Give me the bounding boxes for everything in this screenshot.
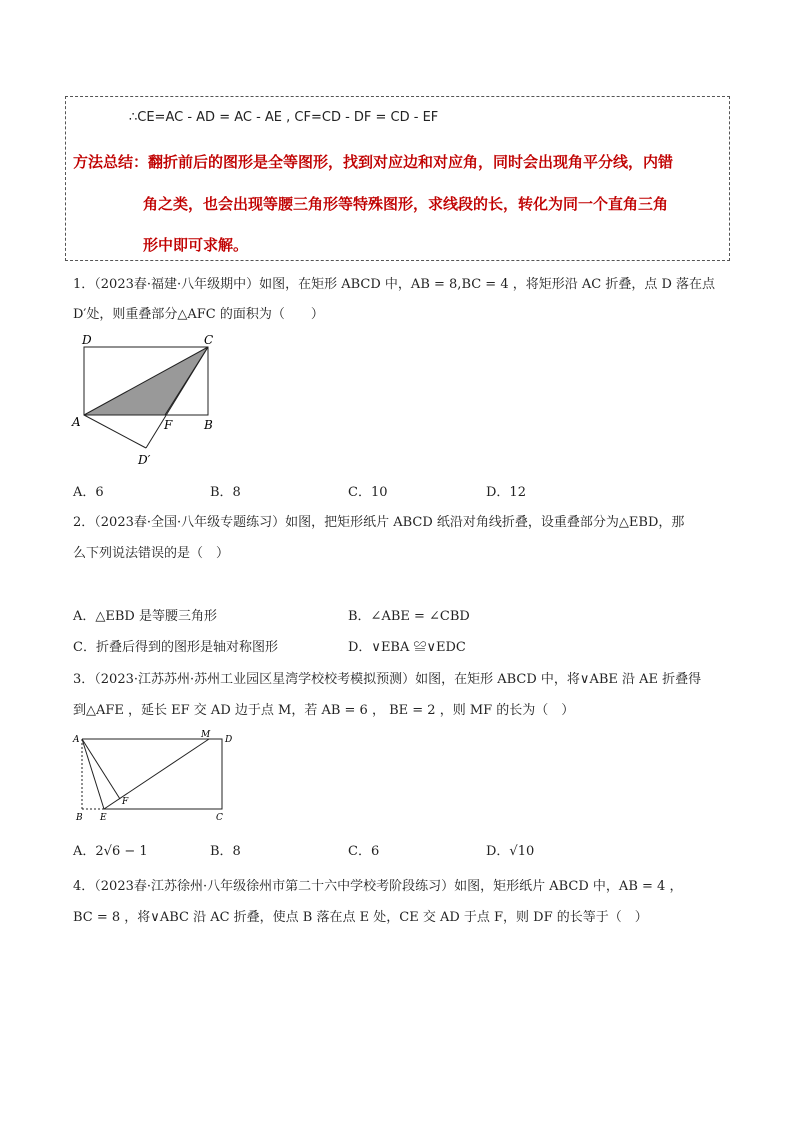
q1-figure xyxy=(68,330,228,470)
summary-line-1: 方法总结：翻折前后的图形是全等图形，找到对应边和对应角，同时会出现角平分线，内错 xyxy=(73,153,674,171)
q1-option-d[interactable]: D．12 xyxy=(486,485,526,500)
q1-label-b: B xyxy=(204,418,213,432)
q3-label-b: B xyxy=(76,813,83,823)
q1-fold-line-ad xyxy=(84,415,146,448)
q3-label-f: F xyxy=(122,797,129,807)
q1-label-a: A xyxy=(72,415,81,429)
q2-option-a[interactable]: A．△EBD 是等腰三角形 xyxy=(73,609,217,624)
summary-formula: ∴CE=AC - AD = AC - AE , CF=CD - DF = CD - EF xyxy=(129,110,439,125)
q2-text-line-2: 么下列说法错误的是（ ） xyxy=(73,546,230,561)
q1-label-d: D xyxy=(82,333,92,347)
q3-label-a: A xyxy=(73,735,80,745)
q1-text-line-2: D′处，则重叠部分△AFC 的面积为（ ） xyxy=(73,307,324,322)
q3-label-c: C xyxy=(216,813,223,823)
q3-line-em xyxy=(104,739,209,809)
q3-line-ae xyxy=(82,739,104,809)
q3-label-e: E xyxy=(100,813,107,823)
q1-shaded-triangle xyxy=(84,347,208,415)
q3-option-b[interactable]: B．8 xyxy=(210,844,241,859)
q1-label-c: C xyxy=(204,333,214,347)
q3-line-af xyxy=(82,739,120,799)
q3-option-a[interactable]: A．2√6 − 1 xyxy=(73,844,148,859)
q4-text-line-1: 4．（2023春·江苏徐州·八年级徐州市第二十六中学校考阶段练习）如图，矩形纸片 ABCD 中，AB = 4 ， xyxy=(73,879,683,894)
q1-label-d-prime: D′ xyxy=(138,453,151,467)
q3-text-line-2: 到△AFE ，延长 EF 交 AD 边于点 M，若 AB = 6 ， BE = 2 ，则 MF 的长为（ ） xyxy=(73,703,575,718)
q3-label-d: D xyxy=(225,735,233,745)
q2-option-d[interactable]: D．∨EBA ≌∨EDC xyxy=(348,640,466,655)
summary-line-2: 角之类，也会出现等腰三角形等特殊图形，求线段的长，转化为同一个直角三角 xyxy=(143,195,669,213)
summary-line-3: 形中即可求解。 xyxy=(143,236,249,254)
q3-text-line-1: 3．（2023·江苏苏州·苏州工业园区星湾学校校考模拟预测）如图，在矩形 ABCD 中，将∨ABE 沿 AE 折叠得 xyxy=(73,672,702,687)
q3-rectangle-edges xyxy=(82,739,222,809)
q2-text-line-1: 2．（2023春·全国·八年级专题练习）如图，把矩形纸片 ABCD 纸沿对角线折叠，设重叠部分为△EBD，那 xyxy=(73,515,685,530)
q2-option-b[interactable]: B．∠ABE = ∠CBD xyxy=(348,609,470,624)
q1-text-line-1: 1．（2023春·福建·八年级期中）如图，在矩形 ABCD 中，AB = 8,BC = 4 ，将矩形沿 AC 折叠，点 D 落在点 xyxy=(73,277,716,292)
q3-label-m: M xyxy=(201,730,211,740)
q3-figure xyxy=(70,728,240,824)
q2-option-c[interactable]: C．折叠后得到的图形是轴对称图形 xyxy=(73,640,278,655)
q1-option-b[interactable]: B．8 xyxy=(210,485,241,500)
q1-option-a[interactable]: A．6 xyxy=(73,485,104,500)
q3-option-d[interactable]: D．√10 xyxy=(486,844,535,859)
q3-option-c[interactable]: C．6 xyxy=(348,844,380,859)
q1-label-f: F xyxy=(164,418,173,432)
q1-option-c[interactable]: C．10 xyxy=(348,485,388,500)
q4-text-line-2: BC = 8 ，将∨ABC 沿 AC 折叠，使点 B 落在点 E 处，CE 交 AD 于点 F，则 DF 的长等于（ ） xyxy=(73,910,648,925)
